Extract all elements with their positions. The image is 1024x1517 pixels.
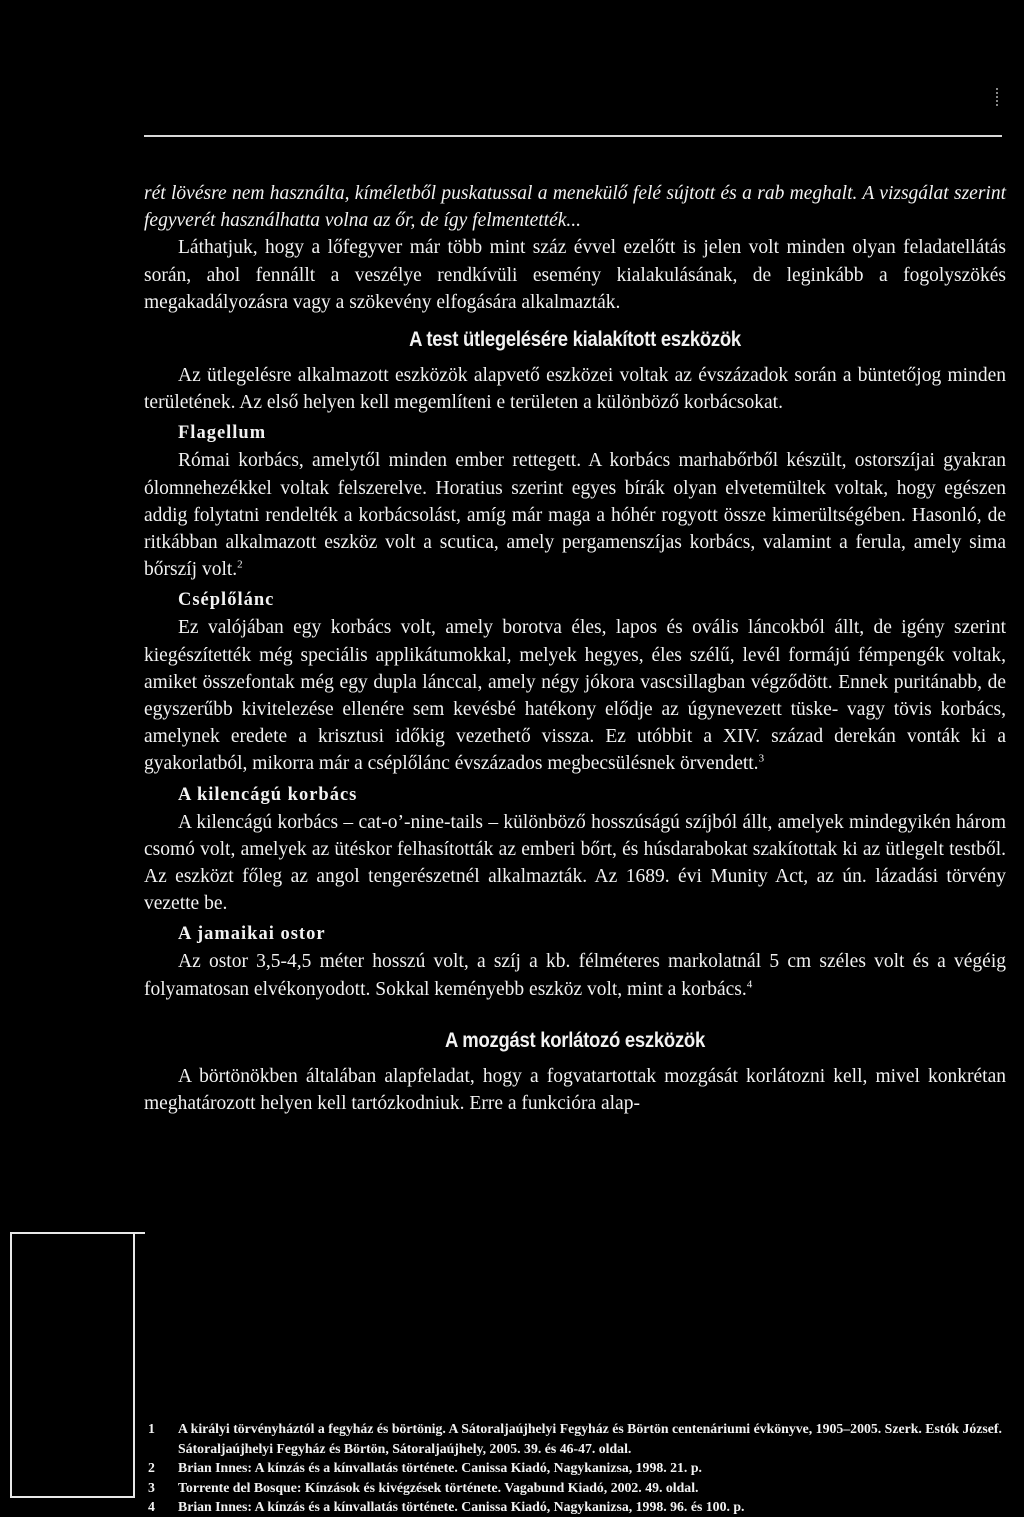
paragraph-jamaican-whip-text: Az ostor 3,5-4,5 méter hosszú volt, a szíj a kb. félméteres markolatnál 5 cm széles volt és a végéig folyamatosan elvékonyodott. Sokkal keményebb eszköz volt, mint a korbács. [144,951,1006,1000]
section-heading-movement-restraint: A mozgást korlátozó eszközök [445,1028,705,1052]
header-rule [144,135,1002,137]
intro-paragraph: rét lövésre nem használta, kíméletből puskatussal a menekülő felé sújtott és a rab meghalt. A vizsgálat szerint fegyverét használhatta volna az őr, de így felmentették... [144,183,1006,232]
footnote-2 [144,1458,1006,1478]
footnote-text: Torrente del Bosque: Kínzások és kivégzések története. Vagabund Kiadó, 2002. 49. oldal. [178,1479,699,1495]
footnote-text: Brian Innes: A kínzás és a kínvallatás története. Canissa Kiadó, Nagykanizsa, 1998. 21. p. [178,1460,702,1476]
subheading-flagellum: Flagellum [178,423,267,444]
footnote-number: 1 [148,1421,155,1436]
footnote-number: 2 [148,1460,155,1476]
subheading-flail: Cséplőlánc [178,590,275,611]
footnote-ref-2: 2 [237,558,243,571]
paragraph-flail [144,614,1006,777]
paragraph-movement-restraint: A börtönökben általában alapfeladat, hogy a fogvatartottak mozgását korlátozni kell, mivel konkrétan meghatározott helyen kell tartózkodniuk. Erre a funkcióra alap- [144,1065,1006,1115]
paragraph-firearm: Láthatjuk, hogy a lőfegyver már több mint száz évvel ezelőtt is jelen volt minden olyan feladatellátás során, ahol fennállt a veszélye rendkívüli esemény kialakulásának, de leginkább a fogolyszökés megakadályozásra vagy a szökevény elfogására alkalmazták. [144,237,1006,313]
footnote-1 [144,1419,1006,1458]
paragraph-flail-text: Ez valójában egy korbács volt, amely borotva éles, lapos és ovális láncokból állt, de igény szerint kiegészítették még speciális applikátumokkal, melyek hegyes, éles szélű, levél formájú fémpengék voltak, amiket összefontak még egy dupla lánccal, amely négy jókora vascsillagban végződött. Ennek puritánabb, de egyszerűbb kivitelezése ellenére sem kevésbé hatékony elődje az úgynevezett tüske- vagy tövis korbács, amelynek eredete a krisztusi időkig vezethető vissza. Ez utóbbit a XIV. század derekán vonták ki a gyakorlatból, mikorra már a cséplőlánc évszázados megbecsülésnek örvendett. [144,617,1006,775]
footnote-number: 3 [148,1479,155,1495]
footnotes [144,1419,1006,1517]
margin-box [10,1232,135,1498]
corner-mark [996,88,998,106]
paragraph-beating-intro: Az ütlegelésre alkalmazott eszközök alapvető eszközei voltak az évszázadok során a büntetőjog minden területének. Az első helyen kell megemlíteni e területen a különböző korbácsokat. [144,365,1006,414]
footnote-ref-3: 3 [758,752,765,765]
footnote-4 [144,1497,1006,1517]
subheading-cat-o-nine-tails: A kilencágú korbács [178,784,358,805]
paragraph-flagellum [144,447,1006,583]
margin-box-connector [135,1232,145,1234]
paragraph-jamaican-whip [144,948,1006,1002]
section-heading-beating-tools: A test ütlegelésére kialakított eszközök [409,328,741,352]
footnote-number: 4 [148,1499,155,1515]
page-body [144,180,1006,1117]
subheading-jamaican-whip: A jamaikai ostor [178,924,326,945]
footnote-text: A királyi törvényháztól a fegyház és börtönig. A Sátoraljaújhelyi Fegyház és Börtön centenáriumi évkönyve, 1905–2005. Szerk. Estók József. Sátoraljaújhelyi Fegyház és Börtön, Sátoraljaújhely, 2005. 39. és 46-47. oldal. [178,1421,1002,1456]
footnote-3 [144,1478,1006,1498]
paragraph-cat-o-nine-tails: A kilencágú korbács – cat-o’-nine-tails – különböző hosszúságú szíjból állt, amelyek mindegyikén három csomó volt, amelyek az ütéskor felhasították az emberi bőrt, és húsdarabokat szakítottak ki az ütlegelt testből. Az eszközt főleg az angol tengerészetnél alkalmazták. Az 1689. évi Munity Act, az ún. lázadási törvény vezette be. [144,811,1006,915]
paragraph-flagellum-text: Római korbács, amelytől minden ember rettegett. A korbács marhabőrből készült, ostorszíjai gyakran ólomnehezékkel voltak felszerelve. Horatius szerint egyes bírák olyan elvetemültek voltak, hogy egészen addig folytatni rendelték a korbácsolást, amíg már maga a hóhér rogyott össze kimerültségében. Hasonló, de ritkábban alkalmazott eszköz volt a scutica, amely pergamenszíjas korbács, valamint a ferula, amely sima bőrszíj volt. [144,450,1006,581]
footnote-ref-4: 4 [746,978,753,991]
footnote-text: Brian Innes: A kínzás és a kínvallatás története. Canissa Kiadó, Nagykanizsa, 1998. 96. és 100. p. [178,1499,745,1515]
